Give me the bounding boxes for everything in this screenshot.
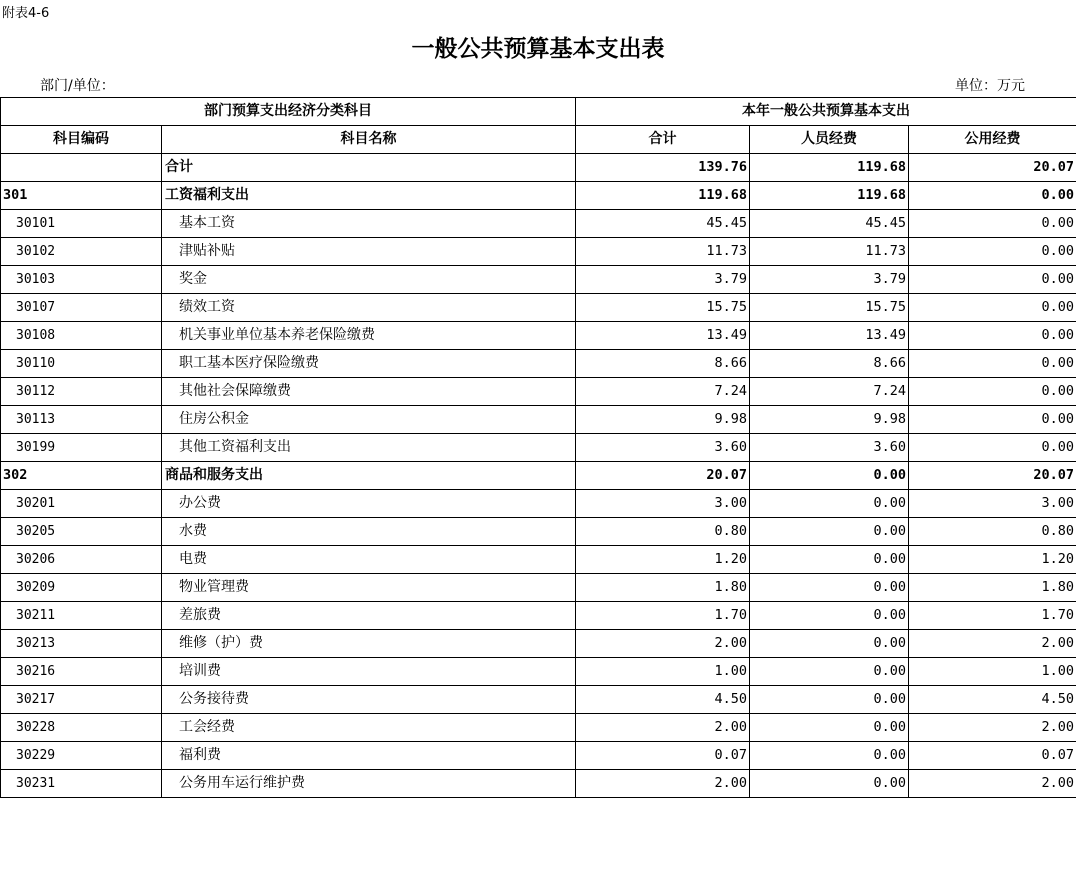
row-total: 7.24 (576, 378, 750, 406)
header-name: 科目名称 (162, 126, 576, 154)
row-code: 30231 (1, 770, 162, 798)
table-row (1, 434, 1076, 462)
table-row (1, 294, 1076, 322)
row-name: 办公费 (162, 490, 576, 518)
total-total: 139.76 (576, 154, 750, 182)
table-row (1, 350, 1076, 378)
row-total: 1.20 (576, 546, 750, 574)
row-personnel: 9.98 (750, 406, 909, 434)
row-total: 3.79 (576, 266, 750, 294)
row-public: 0.00 (909, 406, 1076, 434)
table-row (1, 742, 1076, 770)
row-personnel: 0.00 (750, 546, 909, 574)
total-public: 20.07 (909, 154, 1076, 182)
row-name: 公务接待费 (162, 686, 576, 714)
row-personnel: 0.00 (750, 714, 909, 742)
row-code: 30205 (1, 518, 162, 546)
row-public: 2.00 (909, 714, 1076, 742)
row-name: 电费 (162, 546, 576, 574)
row-code: 30229 (1, 742, 162, 770)
unit-label: 单位：万元 (955, 78, 1025, 94)
row-public: 0.00 (909, 350, 1076, 378)
row-total: 2.00 (576, 630, 750, 658)
row-total: 11.73 (576, 238, 750, 266)
row-public: 3.00 (909, 490, 1076, 518)
row-name: 物业管理费 (162, 574, 576, 602)
table-row (1, 182, 1076, 210)
row-name: 机关事业单位基本养老保险缴费 (162, 322, 576, 350)
row-name: 住房公积金 (162, 406, 576, 434)
row-total: 0.80 (576, 518, 750, 546)
row-name: 其他社会保障缴费 (162, 378, 576, 406)
table-row (1, 322, 1076, 350)
row-code: 302 (1, 462, 162, 490)
row-code: 30113 (1, 406, 162, 434)
table-row (1, 686, 1076, 714)
row-code: 30201 (1, 490, 162, 518)
row-public: 0.00 (909, 378, 1076, 406)
row-public: 0.80 (909, 518, 1076, 546)
row-name: 维修（护）费 (162, 630, 576, 658)
row-total: 13.49 (576, 322, 750, 350)
row-public: 2.00 (909, 630, 1076, 658)
row-code: 30206 (1, 546, 162, 574)
row-personnel: 0.00 (750, 770, 909, 798)
row-public: 1.20 (909, 546, 1076, 574)
row-name: 水费 (162, 518, 576, 546)
row-personnel: 3.79 (750, 266, 909, 294)
row-name: 津贴补贴 (162, 238, 576, 266)
row-total: 45.45 (576, 210, 750, 238)
row-total: 8.66 (576, 350, 750, 378)
row-public: 0.00 (909, 434, 1076, 462)
row-name: 奖金 (162, 266, 576, 294)
table-row (1, 406, 1076, 434)
row-public: 1.70 (909, 602, 1076, 630)
row-personnel: 0.00 (750, 658, 909, 686)
table-row (1, 574, 1076, 602)
row-personnel: 0.00 (750, 630, 909, 658)
row-total: 119.68 (576, 182, 750, 210)
row-personnel: 0.00 (750, 462, 909, 490)
row-name: 培训费 (162, 658, 576, 686)
row-personnel: 15.75 (750, 294, 909, 322)
row-code: 30213 (1, 630, 162, 658)
row-personnel: 0.00 (750, 602, 909, 630)
row-personnel: 0.00 (750, 686, 909, 714)
row-name: 绩效工资 (162, 294, 576, 322)
row-total: 3.00 (576, 490, 750, 518)
table-row (1, 602, 1076, 630)
row-code: 30209 (1, 574, 162, 602)
header-public: 公用经费 (909, 126, 1076, 154)
table-row (1, 714, 1076, 742)
row-code: 30199 (1, 434, 162, 462)
table-row (1, 490, 1076, 518)
row-code: 30102 (1, 238, 162, 266)
row-public: 2.00 (909, 770, 1076, 798)
row-total: 15.75 (576, 294, 750, 322)
row-total: 1.70 (576, 602, 750, 630)
row-name: 工资福利支出 (162, 182, 576, 210)
row-name: 差旅费 (162, 602, 576, 630)
row-total: 2.00 (576, 714, 750, 742)
row-code: 30228 (1, 714, 162, 742)
budget-table (0, 97, 1076, 798)
header-code: 科目编码 (1, 126, 162, 154)
row-total: 2.00 (576, 770, 750, 798)
row-public: 0.00 (909, 238, 1076, 266)
row-name: 基本工资 (162, 210, 576, 238)
row-total: 4.50 (576, 686, 750, 714)
row-personnel: 0.00 (750, 490, 909, 518)
table-row (1, 770, 1076, 798)
header-total: 合计 (576, 126, 750, 154)
annex-label: 附表4-6 (2, 6, 50, 21)
header-group-left: 部门预算支出经济分类科目 (1, 98, 576, 126)
row-personnel: 0.00 (750, 742, 909, 770)
row-code: 30107 (1, 294, 162, 322)
row-total: 1.00 (576, 658, 750, 686)
row-total: 0.07 (576, 742, 750, 770)
row-public: 4.50 (909, 686, 1076, 714)
row-code: 30112 (1, 378, 162, 406)
row-personnel: 11.73 (750, 238, 909, 266)
row-name: 公务用车运行维护费 (162, 770, 576, 798)
table-row (1, 210, 1076, 238)
table-row (1, 518, 1076, 546)
row-code: 30216 (1, 658, 162, 686)
table-row (1, 630, 1076, 658)
row-code: 301 (1, 182, 162, 210)
total-personnel: 119.68 (750, 154, 909, 182)
row-code: 30108 (1, 322, 162, 350)
row-public: 0.00 (909, 322, 1076, 350)
row-name: 商品和服务支出 (162, 462, 576, 490)
table-row (1, 378, 1076, 406)
header-group-row (1, 98, 1076, 126)
row-personnel: 3.60 (750, 434, 909, 462)
table-row (1, 546, 1076, 574)
row-code: 30103 (1, 266, 162, 294)
row-personnel: 7.24 (750, 378, 909, 406)
row-total: 1.80 (576, 574, 750, 602)
row-public: 0.00 (909, 182, 1076, 210)
row-personnel: 13.49 (750, 322, 909, 350)
row-code: 30110 (1, 350, 162, 378)
page-title: 一般公共预算基本支出表 (411, 35, 665, 62)
row-name: 工会经费 (162, 714, 576, 742)
row-code: 30211 (1, 602, 162, 630)
row-public: 1.80 (909, 574, 1076, 602)
row-personnel: 0.00 (750, 574, 909, 602)
row-name: 职工基本医疗保险缴费 (162, 350, 576, 378)
row-public: 20.07 (909, 462, 1076, 490)
table-row (1, 266, 1076, 294)
table-row (1, 238, 1076, 266)
total-row (1, 154, 1076, 182)
row-personnel: 45.45 (750, 210, 909, 238)
row-code: 30217 (1, 686, 162, 714)
table-row (1, 658, 1076, 686)
row-name: 福利费 (162, 742, 576, 770)
row-personnel: 0.00 (750, 518, 909, 546)
row-name: 其他工资福利支出 (162, 434, 576, 462)
row-public: 0.00 (909, 266, 1076, 294)
total-name: 合计 (162, 154, 576, 182)
department-label: 部门/单位： (40, 78, 115, 94)
row-public: 0.00 (909, 294, 1076, 322)
row-total: 20.07 (576, 462, 750, 490)
row-public: 0.00 (909, 210, 1076, 238)
header-columns-row (1, 126, 1076, 154)
row-personnel: 119.68 (750, 182, 909, 210)
row-personnel: 8.66 (750, 350, 909, 378)
row-total: 3.60 (576, 434, 750, 462)
total-code (1, 154, 162, 182)
header-personnel: 人员经费 (750, 126, 909, 154)
header-group-right: 本年一般公共预算基本支出 (576, 98, 1076, 126)
table-row (1, 462, 1076, 490)
row-code: 30101 (1, 210, 162, 238)
row-public: 1.00 (909, 658, 1076, 686)
row-public: 0.07 (909, 742, 1076, 770)
row-total: 9.98 (576, 406, 750, 434)
